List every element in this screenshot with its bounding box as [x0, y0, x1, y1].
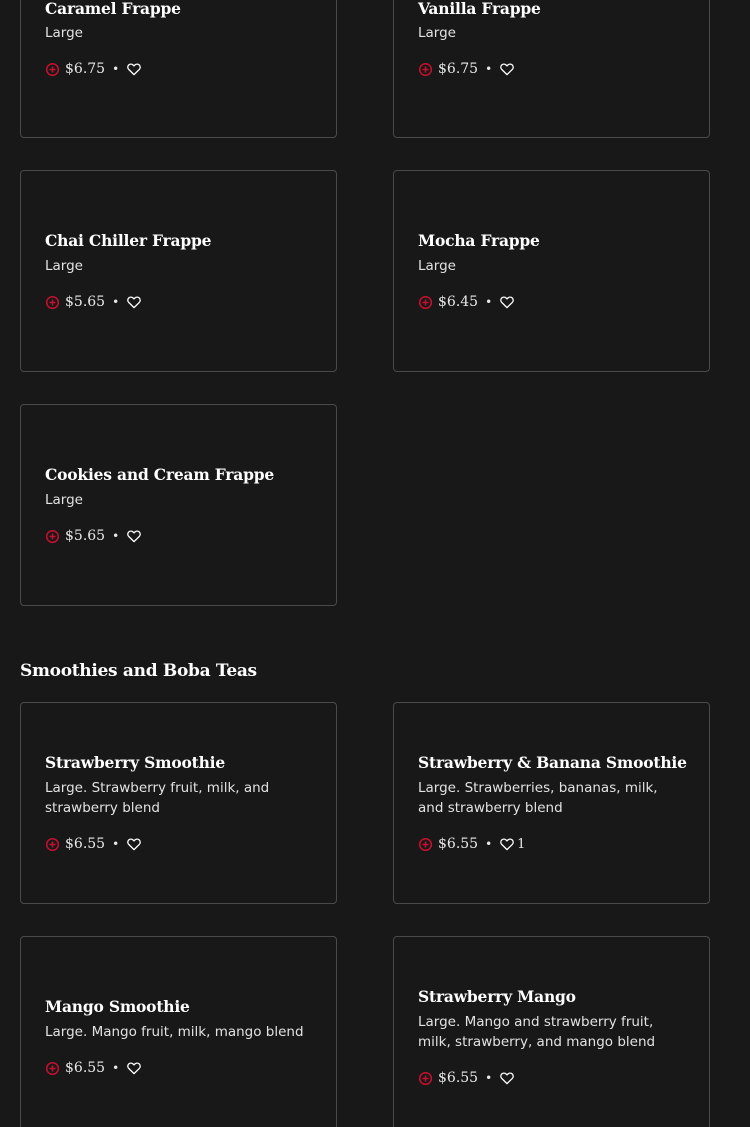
item-description: Large	[45, 492, 83, 508]
item-price: $6.55	[438, 1070, 479, 1086]
separator-dot: •	[112, 1061, 120, 1075]
item-price: $6.45	[438, 294, 479, 310]
section-title: Smoothies and Boba Teas	[20, 661, 257, 681]
item-name: Mango Smoothie	[45, 997, 190, 1016]
item-meta	[45, 835, 144, 853]
add-circle-icon[interactable]	[418, 62, 433, 77]
menu-item-card[interactable]	[20, 404, 337, 606]
item-description: Large	[418, 258, 456, 274]
menu-item-card[interactable]	[20, 170, 337, 372]
menu-item-card[interactable]	[393, 0, 710, 138]
menu-item-card[interactable]	[393, 170, 710, 372]
menu-item-card[interactable]	[393, 936, 710, 1127]
item-meta	[418, 835, 525, 853]
menu-item-card[interactable]	[20, 702, 337, 904]
item-name: Vanilla Frappe	[418, 0, 541, 18]
separator-dot: •	[485, 295, 493, 309]
add-circle-icon[interactable]	[45, 62, 60, 77]
item-name: Cookies and Cream Frappe	[45, 465, 275, 484]
heart-outline-icon[interactable]	[499, 1070, 515, 1086]
heart-outline-icon[interactable]	[126, 528, 142, 544]
menu-item-card[interactable]	[20, 936, 337, 1127]
heart-outline-icon[interactable]	[126, 1060, 142, 1076]
add-circle-icon[interactable]	[418, 837, 433, 852]
item-price: $6.75	[65, 61, 106, 77]
item-name: Strawberry Mango	[418, 987, 576, 1006]
separator-dot: •	[485, 62, 493, 76]
item-description: Large	[45, 25, 83, 41]
heart-outline-icon[interactable]	[126, 294, 142, 310]
heart-outline-icon[interactable]	[126, 61, 142, 77]
add-circle-icon[interactable]	[45, 295, 60, 310]
separator-dot: •	[112, 837, 120, 851]
add-circle-icon[interactable]	[45, 1061, 60, 1076]
separator-dot: •	[485, 837, 493, 851]
heart-outline-icon[interactable]	[499, 294, 515, 310]
item-name: Strawberry Smoothie	[45, 753, 225, 772]
heart-outline-icon[interactable]	[499, 61, 515, 77]
item-price: $6.75	[438, 61, 479, 77]
item-name: Caramel Frappe	[45, 0, 181, 18]
item-description: Large. Mango fruit, milk, mango blend	[45, 1024, 304, 1040]
like-count: 1	[517, 836, 526, 852]
item-meta	[45, 293, 144, 311]
item-price: $6.55	[65, 836, 106, 852]
menu-item-card[interactable]	[393, 702, 710, 904]
separator-dot: •	[112, 529, 120, 543]
item-name: Strawberry & Banana Smoothie	[418, 753, 687, 772]
item-description: Large	[418, 25, 456, 41]
add-circle-icon[interactable]	[418, 295, 433, 310]
item-name: Chai Chiller Frappe	[45, 231, 212, 250]
item-meta	[45, 60, 144, 78]
item-price: $5.65	[65, 294, 106, 310]
separator-dot: •	[112, 62, 120, 76]
item-meta	[418, 60, 517, 78]
item-price: $6.55	[65, 1060, 106, 1076]
item-price: $6.55	[438, 836, 479, 852]
item-description: Large. Mango and strawberry fruit, milk, strawberry, and mango blend	[418, 1014, 656, 1050]
item-description: Large. Strawberry fruit, milk, and strawberry blend	[45, 780, 270, 816]
separator-dot: •	[485, 1071, 493, 1085]
item-meta	[45, 527, 144, 545]
menu-item-card[interactable]	[20, 0, 337, 138]
item-description: Large. Strawberries, bananas, milk, and strawberry blend	[418, 780, 658, 816]
add-circle-icon[interactable]	[45, 529, 60, 544]
heart-outline-icon[interactable]	[126, 836, 142, 852]
item-price: $5.65	[65, 528, 106, 544]
item-meta	[418, 293, 517, 311]
heart-outline-icon[interactable]	[499, 836, 515, 852]
add-circle-icon[interactable]	[45, 837, 60, 852]
item-meta	[45, 1059, 144, 1077]
item-description: Large	[45, 258, 83, 274]
separator-dot: •	[112, 295, 120, 309]
item-meta	[418, 1069, 517, 1087]
add-circle-icon[interactable]	[418, 1071, 433, 1086]
item-name: Mocha Frappe	[418, 231, 540, 250]
